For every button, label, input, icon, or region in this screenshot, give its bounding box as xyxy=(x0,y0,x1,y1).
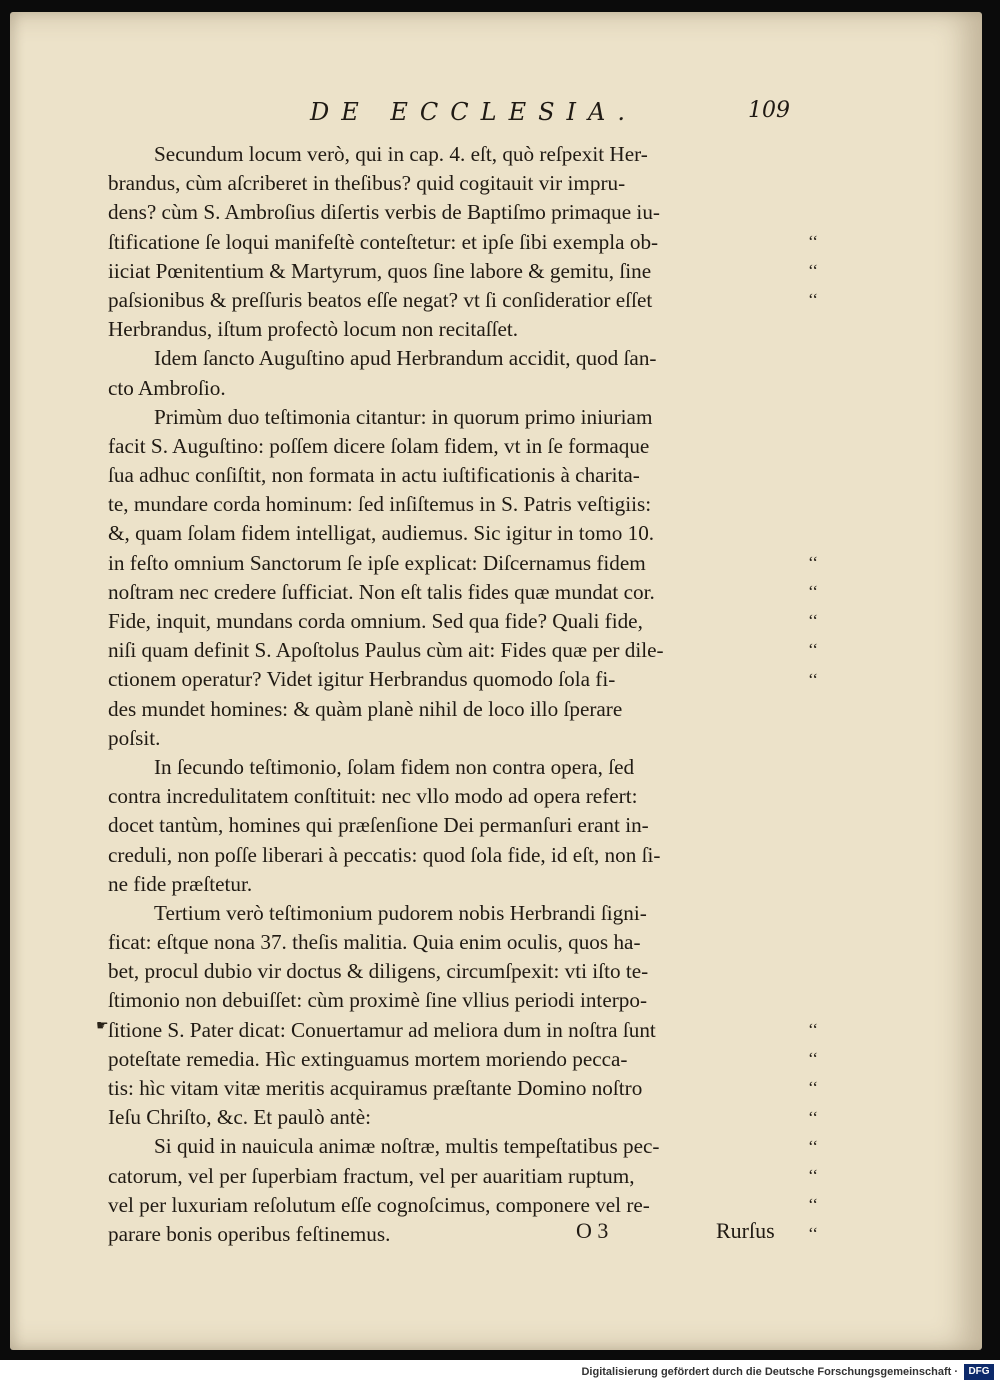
text-line: in feſto omnium Sanctorum ſe ipſe explicat: Diſcernamus fidem xyxy=(108,550,646,575)
text-line: niſi quam definit S. Apoſtolus Paulus cùm ait: Fides quæ per dile- xyxy=(108,638,664,663)
text-line: Primùm duo teſtimonia citantur: in quorum primo iniuriam xyxy=(154,404,653,429)
manicule-mark: ☛ xyxy=(96,1018,109,1034)
text-line: noſtram nec credere ſufficiat. Non eſt talis fides quæ mundat cor. xyxy=(108,579,655,604)
book-page xyxy=(10,12,982,1350)
text-line: docet tantùm, homines qui præſenſione Dei permanſuri erant in- xyxy=(108,813,649,838)
signature-mark: O 3 xyxy=(576,1218,609,1243)
page-number: 109 xyxy=(748,98,790,123)
quotation-mark: ‘‘ xyxy=(807,1195,818,1215)
text-line: dens? cùm S. Ambroſius diſertis verbis de Baptiſmo primaque iu- xyxy=(108,200,660,225)
quotation-mark: ‘‘ xyxy=(807,1049,818,1069)
text-line: brandus, cùm aſcriberet in theſibus? quid cogitauit vir impru- xyxy=(108,171,626,196)
text-line: ne fide præſtetur. xyxy=(108,871,253,896)
text-line: vel per luxuriam reſolutum eſſe cognoſcimus, componere vel re- xyxy=(108,1192,650,1217)
text-line: contra incredulitatem conſtituit: nec vllo modo ad opera refert: xyxy=(108,784,638,809)
text-line: catorum, vel per ſuperbiam fractum, vel per auaritiam ruptum, xyxy=(108,1163,635,1188)
quotation-mark: ‘‘ xyxy=(807,669,818,689)
text-line: iiciat Pœnitentium & Martyrum, quos ſine labore & gemitu, ſine xyxy=(108,258,652,283)
text-line: facit S. Auguſtino: poſſem dicere ſolam fidem, vt in ſe formaque xyxy=(108,433,650,458)
text-line: te, mundare corda hominum: ſed inſiſtemus in S. Patris veſtigiis: xyxy=(108,492,652,517)
quotation-mark: ‘‘ xyxy=(807,1020,818,1039)
quotation-mark: ‘‘ xyxy=(807,290,818,309)
text-line: paſsionibus & preſſuris beatos eſſe negat? vt ſi conſideratior eſſet xyxy=(108,287,653,312)
quotation-mark: ‘‘ xyxy=(807,260,818,280)
text-line: cto Ambroſio. xyxy=(108,375,226,400)
text-line: Fide, inquit, mundans corda omnium. Sed qua fide? Quali fide, xyxy=(108,609,643,633)
quotation-mark: ‘‘ xyxy=(807,231,818,251)
text-line: bet, procul dubio vir doctus & diligens, circumſpexit: vti iſto te- xyxy=(108,959,649,984)
body-text xyxy=(108,140,798,1249)
text-line: ſtificatione ſe loqui manifeſtè conteſtetur: et ipſe ſibi exempla ob- xyxy=(108,229,659,254)
text-line: ſitione S. Pater dicat: Conuertamur ad meliora dum in noſtra ſunt xyxy=(108,1017,656,1042)
text-line: creduli, non poſſe liberari à peccatis: quod ſola fide, id eſt, non ſi- xyxy=(108,842,661,867)
quotation-mark: ‘‘ xyxy=(807,1078,818,1098)
text-line: Ieſu Chriſto, &c. Et paulò antè: xyxy=(108,1105,372,1130)
text-line: Si quid in nauicula animæ noſtræ, multis tempeſtatibus pec- xyxy=(154,1134,660,1159)
text-line: Herbrandus, iſtum profectò locum non recitaſſet. xyxy=(108,317,519,342)
quotation-mark: ‘‘ xyxy=(807,611,818,631)
text-line: Secundum locum verò, qui in cap. 4. eſt, quò reſpexit Her- xyxy=(154,142,648,166)
footer-bar xyxy=(0,1362,1000,1384)
text-line: In ſecundo teſtimonio, ſolam fidem non contra opera, ſed xyxy=(154,754,635,779)
quotation-mark: ‘‘ xyxy=(807,582,818,601)
funding-notice: Digitalisierung gefördert durch die Deutsche Forschungsgemeinschaft · xyxy=(581,1366,958,1378)
running-head: DE ECCLESIA. xyxy=(310,98,637,126)
text-line: ficat: eſtque nona 37. theſis malitia. Quia enim oculis, quos ha- xyxy=(108,930,641,955)
quotation-mark: ‘‘ xyxy=(807,1136,818,1156)
quotation-mark: ‘‘ xyxy=(807,1224,818,1244)
quotation-mark: ‘‘ xyxy=(807,1107,818,1127)
text-line: Tertium verò teſtimonium pudorem nobis Herbrandi ſigni- xyxy=(154,900,647,925)
dfg-logo: DFG xyxy=(964,1364,994,1380)
text-line: ſtimonio non debuiſſet: cùm proximè ſine vllius periodi interpo- xyxy=(108,988,648,1013)
text-line: poſsit. xyxy=(108,725,161,750)
text-line: Idem ſancto Auguſtino apud Herbrandum accidit, quod ſan- xyxy=(154,346,657,371)
text-line: tis: hìc vitam vitæ meritis acquiramus præſtante Domino noſtro xyxy=(108,1076,643,1100)
text-line: des mundet homines: & quàm planè nihil de loco illo ſperare xyxy=(108,696,623,721)
quotation-mark: ‘‘ xyxy=(807,640,818,660)
quotation-mark: ‘‘ xyxy=(807,552,818,572)
catchword: Rurſus xyxy=(716,1218,775,1243)
text-line: poteſtate remedia. Hìc extinguamus mortem moriendo pecca- xyxy=(108,1046,628,1071)
text-line: ſua adhuc conſiſtit, non formata in actu iuſtificationis à charita- xyxy=(108,463,640,488)
quotation-mark: ‘‘ xyxy=(807,1166,818,1185)
text-line: &, quam ſolam fidem intelligat, audiemus. Sic igitur in tomo 10. xyxy=(108,521,655,546)
text-line: parare bonis operibus feſtinemus. xyxy=(108,1221,391,1246)
text-line: ctionem operatur? Videt igitur Herbrandus quomodo ſola fi- xyxy=(108,667,616,692)
